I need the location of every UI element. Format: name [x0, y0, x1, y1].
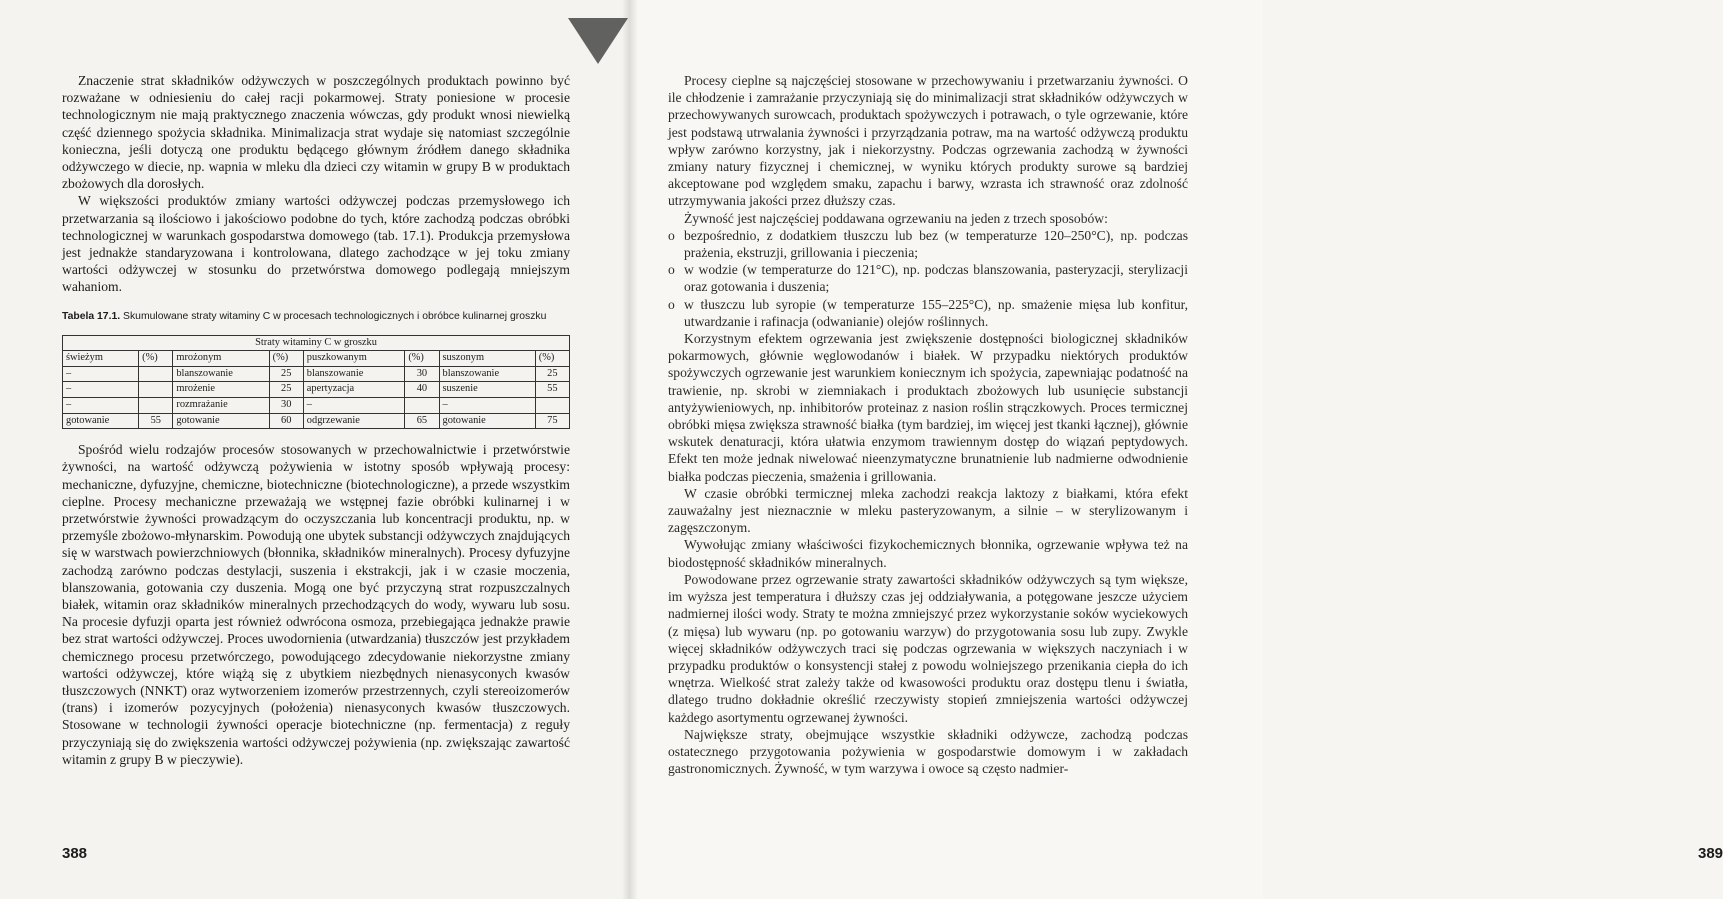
table-cell: blanszowanie — [173, 366, 269, 382]
left-text-column — [62, 72, 570, 768]
table-cell: 75 — [535, 413, 569, 429]
table-row — [63, 398, 570, 414]
table-header-cell: (%) — [405, 351, 439, 367]
table-cell: 55 — [535, 382, 569, 398]
table-cell: 25 — [269, 382, 303, 398]
table-cell: – — [63, 398, 139, 414]
table-cell: – — [439, 398, 535, 414]
table-cell: rozmrażanie — [173, 398, 269, 414]
table-header-cell: suszonym — [439, 351, 535, 367]
left-paragraph-2: W większości produktów zmiany wartości odżywczej podczas przemysłowego ich przetwarzania są ilościowo i jakościowo podobne do tych, które zachodzą podczas obróbki technologicznej w warunkach gospodarstwa domowego (tab. 17.1). Produkcja przemysłowa jest jednakże standaryzowana i kontrolowana, dlatego zachodzące w jej toku zmiany wartości odżywczej w stosunku do przetwórstwa domowego podlegają mniejszym wahaniom. — [62, 193, 570, 295]
table-cell: 40 — [405, 382, 439, 398]
table-row — [63, 366, 570, 382]
right-paragraph-6: Powodowane przez ogrzewanie straty zawartości składników odżywczych są tym większe, im wyższa jest temperatura i dłuższy czas jej oddziaływania, a potęgowane jeszcze użyciem nadmiernej ilości wody. Straty te można zmniejszyć przez wykorzystanie soków wyciekowych (z mięsa) lub wywaru (np. po gotowaniu warzyw) do przygotowania sosu lub zupy. Zwykle więcej składników odżywczych traci się podczas ogrzewania w większych naczyniach i w przypadku produktów o konsystencji stałej z powodu wolniejszego przenikania ciepła do ich wnętrza. Wielkość strat zależy także od kwasowości produktu oraz dostępu tlenu i światła, dlatego trudno dokładnie określić rzeczywisty stopień zmniejszenia wartości odżywczej każdego asortymentu ogrzewanej żywności. — [668, 571, 1188, 725]
table-cell: 55 — [139, 413, 173, 429]
table-cell: blanszowanie — [303, 366, 405, 382]
table-cell: blanszowanie — [439, 366, 535, 382]
table-cell: gotowanie — [439, 413, 535, 429]
right-paragraph-4: W czasie obróbki termicznej mleka zachodzi reakcja laktozy z białkami, która efekt zauważalny jest nieznacznie w mleku pasteryzowanym, a silnie – w sterylizowanym i zagęszczonym. — [668, 485, 1188, 536]
right-paragraph-2: Żywność jest najczęściej poddawana ogrzewaniu na jeden z trzech sposobów: — [684, 210, 1108, 226]
heating-methods-list — [668, 227, 1188, 330]
page-number-right: 389 — [1698, 845, 1723, 862]
table-header-cell: (%) — [269, 351, 303, 367]
table-cell: – — [303, 398, 405, 414]
table-header-cell: świeżym — [63, 351, 139, 367]
table-cell: odgrzewanie — [303, 413, 405, 429]
table-cell: 25 — [535, 366, 569, 382]
table-cell: 25 — [269, 366, 303, 382]
table-header-cell: mrożonym — [173, 351, 269, 367]
table-caption-text: Skumulowane straty witaminy C w procesach technologicznych i obróbce kulinarnej groszku — [123, 310, 547, 322]
table-cell — [535, 398, 569, 414]
table-cell: suszenie — [439, 382, 535, 398]
list-item: o w wodzie (w temperaturze do 121°C), np. podczas blanszowania, pasteryzacji, sterylizacji oraz gotowania i duszenia; — [668, 261, 1188, 295]
table-cell: apertyzacja — [303, 382, 405, 398]
left-paragraph-3: Spośród wielu rodzajów procesów stosowanych w przechowalnictwie i przetwórstwie żywności, na wartość odżywczą pożywienia w istotny sposób wpływają procesy: mechaniczne, dyfuzyjne, chemiczne, biotechniczne (biotechnologiczne), a przede wszystkim cieplne. Procesy mechaniczne przeważają we wstępnej fazie obróbki kulinarnej i w przetwórstwie żywności prowadzącym do oczyszczania lub koncentracji produktu, np. w przemyśle zbożowo-młynarskim. Powodują one ubytek substancji odżywczych znajdujących się w warstwach powierzchniowych (błonnika, składników mineralnych). Procesy dyfuzyjne zachodzą zarówno podczas destylacji, suszenia i ekstrakcji, jak i w czasie moczenia, blanszowania, gotowania czy duszenia. Mogą one być przyczyną strat rozpuszczalnych białek, witamin oraz składników mineralnych przechodzących do wody, wywaru lub sosu. Na procesie dyfuzji oparta jest również odwrócona osmoza, przebiegająca jednakże prawie bez strat wartości odżywczej. Proces uwodornienia (utwardzania) tłuszczów jest przykładem chemicznego procesu przetwórczego, powodującego zdecydowanie niekorzystne zmiany wartości odżywczej, które wiążą się z ubytkiem niezbędnych nienasyconych kwasów tłuszczowych (NNKT) oraz wytworzeniem izomerów przestrzennych, czyli stereoizomerów (trans) i izomerów pozycyjnych (położenia) nienasyconych kwasów tłuszczowych. Stosowane w technologii żywności operacje biotechniczne (np. fermentacja) z reguły przyczyniają się do zwiększenia wartości odżywczej pożywienia (np. zwiększając zawartość witamin z grupy B w pieczywie). — [62, 442, 570, 767]
table-cell: – — [63, 382, 139, 398]
right-paragraph-1: Procesy cieplne są najczęściej stosowane w przechowywaniu i przetwarzaniu żywności. O ile chłodzenie i zamrażanie przyczyniają się do minimalizacji strat składników odżywczych w przechowywanych surowcach, produktach spożywczych i potrawach, o tyle ogrzewanie, które jest podstawą utrwalania żywności i przyrządzania potraw, ma na wartość odżywczą produktu wpływ zarówno korzystny, jak i niekorzystny. Podczas ogrzewania zachodzą w żywności zmiany natury fizycznej i chemicznej, w wyniku których produkty surowe są bardziej akceptowane pod względem smaku, zapachu i barwy, wzrasta ich strawność oraz zdolność utrzymywania jakości przez dłuższy czas. — [668, 73, 1188, 209]
table-header-cell: (%) — [139, 351, 173, 367]
book-gutter-shadow — [622, 0, 638, 899]
left-page — [0, 0, 630, 899]
table-cell — [139, 366, 173, 382]
table-cell: – — [63, 366, 139, 382]
vitamin-c-loss-table — [62, 335, 570, 430]
list-item: o bezpośrednio, z dodatkiem tłuszczu lub bez (w temperaturze 120–250°C), np. podczas prażenia, ekstruzji, grillowania i pieczenia; — [668, 227, 1188, 261]
table-group-header-row — [63, 335, 570, 351]
right-text-column — [668, 72, 1188, 777]
table-cell: gotowanie — [173, 413, 269, 429]
table-cell: 65 — [405, 413, 439, 429]
right-paragraph-3: Korzystnym efektem ogrzewania jest zwiększenie dostępności biologicznej składników pokarmowych, głównie węglowodanów i białek. W przypadku niektórych produktów spożywczych ogrzewanie jest warunkiem koniecznym ich spożycia, zapewniając podatność na trawienie, np. skrobi w ziemniakach i produktach zbożowych lub usunięcie substancji antyżywieniowych, np. inhibitorów proteinaz z nasion roślin strączkowych. Proces termicznej obróbki mięsa zwiększa strawność białka (tym bardziej, im więcej jest tkanki łącznej), głównie wskutek denaturacji, która ułatwia enzymom trawiennym dostęp do wiązań peptydowych. Efekt ten może jednak niwelować nieenzymatyczne brunatnienie lub nadmierne odwodnienie białka podczas pieczenia, smażenia i grillowania. — [668, 331, 1188, 484]
right-page — [630, 0, 1723, 899]
right-paragraph-7: Największe straty, obejmujące wszystkie składniki odżywcze, zachodzą podczas ostatecznego przygotowania pożywienia w gospodarstwie domowym i w zakładach gastronomicznych. Żywność, w tym warzywa i owoce są często nadmier- — [668, 726, 1188, 777]
table-cell: 60 — [269, 413, 303, 429]
table-group-header: Straty witaminy C w groszku — [63, 335, 570, 351]
left-paragraph-1: Znaczenie strat składników odżywczych w poszczególnych produktach powinno być rozważane w odniesieniu do całej racji pokarmowej. Straty poniesione w procesie technologicznym nie mają praktycznego znaczenia wówczas, gdy produkt wnosi niewielką część dziennego spożycia składnika. Minimalizacja strat wydaje się natomiast szczególnie konieczna, jeśli dotyczą one produktu będącego głównym źródłem danego składnika odżywczego w diecie, np. wapnia w mleku dla dzieci czy witamin w grupy B w produktach zbożowych dla dorosłych. — [62, 73, 570, 192]
table-caption — [62, 310, 570, 323]
table-cell — [139, 398, 173, 414]
table-row — [63, 382, 570, 398]
table-cell: 30 — [269, 398, 303, 414]
binding-shadow-mark — [568, 18, 628, 64]
list-item: o w tłuszczu lub syropie (w temperaturze 155–225°C), np. smażenie mięsa lub konfitur, utwardzanie i rafinacja (odwanianie) olejów roślinnych. — [668, 296, 1188, 330]
table-header-cell: puszkowanym — [303, 351, 405, 367]
table-cell: mrożenie — [173, 382, 269, 398]
table-cell: 30 — [405, 366, 439, 382]
page-number-left: 388 — [62, 845, 88, 862]
table-cell — [405, 398, 439, 414]
table-header-cell: (%) — [535, 351, 569, 367]
table-cell — [139, 382, 173, 398]
right-paragraph-5: Wywołując zmiany właściwości fizykochemicznych błonnika, ogrzewanie wpływa też na biodostępność składników mineralnych. — [668, 537, 1188, 570]
table-cell: gotowanie — [63, 413, 139, 429]
table-row — [63, 413, 570, 429]
table-caption-label: Tabela 17.1. — [62, 310, 121, 322]
table-header-row — [63, 351, 570, 367]
